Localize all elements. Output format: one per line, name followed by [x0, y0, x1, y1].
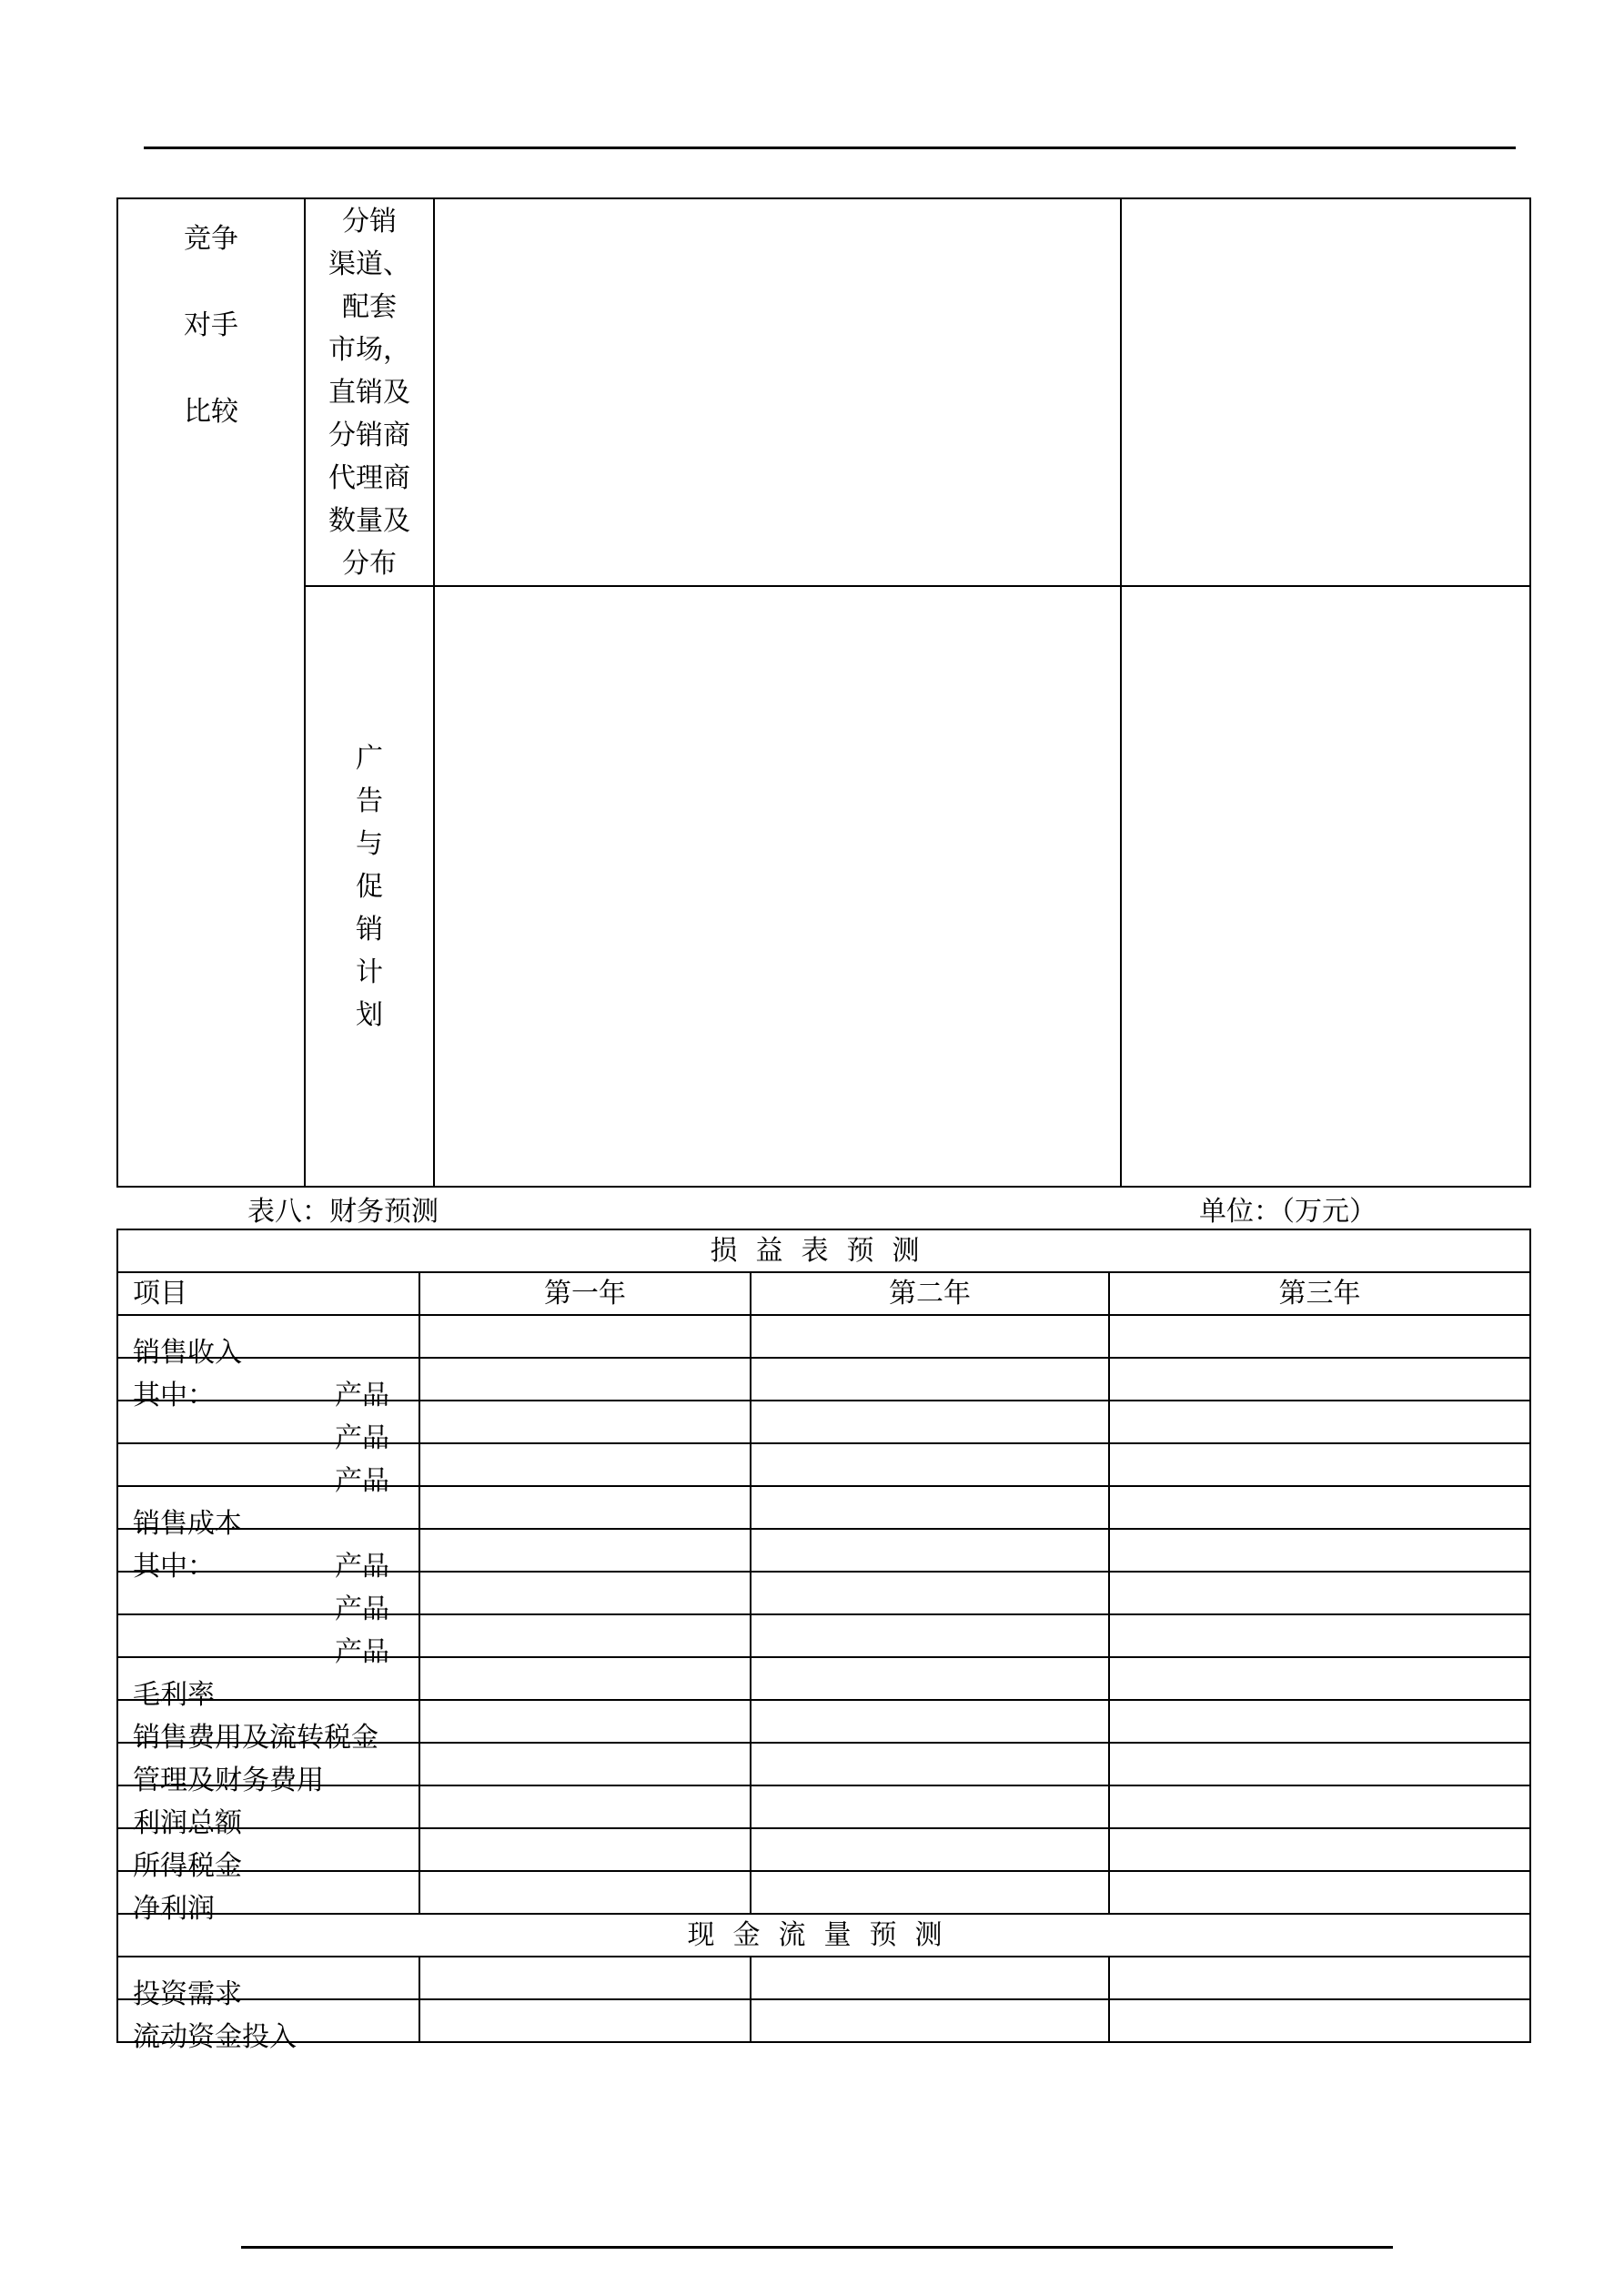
row-product-label: 产品 — [335, 1593, 389, 1625]
row-label-text: 所得税金 — [133, 1849, 242, 1882]
distribution-channel-label — [305, 198, 434, 586]
label-line: 分布 — [342, 547, 397, 580]
year3-value-cell[interactable] — [1109, 1957, 1530, 1999]
label-line: 代理商 — [328, 461, 410, 494]
row-label-text: 利润总额 — [133, 1806, 242, 1839]
row-label-text: 其中： — [133, 1550, 215, 1583]
row-label — [117, 1871, 419, 1925]
row-label — [117, 1315, 419, 1369]
row-product-label: 产品 — [335, 1421, 389, 1454]
year3-value-cell[interactable] — [1109, 1443, 1530, 1486]
year3-value-cell[interactable] — [1109, 1572, 1530, 1614]
year1-value-cell[interactable] — [419, 1529, 751, 1572]
row-label-text: 净利润 — [133, 1892, 215, 1925]
year2-value-cell[interactable] — [751, 1443, 1109, 1486]
year1-value-cell[interactable] — [419, 1657, 751, 1700]
advertising-promotion-label — [305, 586, 434, 1187]
table-row — [117, 1401, 1530, 1443]
table-row — [117, 1315, 1530, 1358]
footer-rule — [241, 2246, 1393, 2249]
year1-value-cell[interactable] — [419, 1999, 751, 2042]
advertising-competitor-cell[interactable] — [1121, 586, 1530, 1187]
year2-value-cell[interactable] — [751, 1486, 1109, 1529]
finance-unit-label: 单位：（万元） — [1199, 1196, 1377, 1228]
year1-value-cell[interactable] — [419, 1828, 751, 1871]
year1-value-cell[interactable] — [419, 1871, 751, 1914]
row-label — [117, 1443, 419, 1497]
label-line: 广 — [356, 742, 383, 774]
table-row — [117, 1358, 1530, 1401]
competitor-label-line: 对手 — [184, 308, 238, 341]
distribution-competitor-cell[interactable] — [1121, 198, 1530, 586]
label-line: 与 — [356, 827, 383, 860]
year2-value-cell[interactable] — [751, 1871, 1109, 1914]
year1-value-cell[interactable] — [419, 1315, 751, 1358]
table-row — [117, 1486, 1530, 1529]
label-line: 分销 — [342, 205, 397, 238]
distribution-own-cell[interactable] — [434, 198, 1121, 586]
year1-value-cell[interactable] — [419, 1785, 751, 1828]
table-row — [117, 1743, 1530, 1785]
header-year3: 第三年 — [1109, 1272, 1530, 1315]
year3-value-cell[interactable] — [1109, 1657, 1530, 1700]
row-label-text: 流动资金投入 — [133, 2020, 297, 2053]
row-label — [117, 1572, 419, 1625]
label-line: 渠道、 — [328, 248, 410, 280]
row-label-text: 销售费用及流转税金 — [133, 1721, 378, 1754]
label-line: 计 — [356, 956, 383, 988]
year3-value-cell[interactable] — [1109, 1315, 1530, 1358]
year1-value-cell[interactable] — [419, 1401, 751, 1443]
row-label — [117, 1486, 419, 1540]
competitor-label-line: 比较 — [184, 395, 238, 428]
year3-value-cell[interactable] — [1109, 1871, 1530, 1914]
year2-value-cell[interactable] — [751, 1572, 1109, 1614]
advertising-own-cell[interactable] — [434, 586, 1121, 1187]
header-year1: 第一年 — [419, 1272, 751, 1315]
label-line: 销 — [356, 913, 383, 946]
year1-value-cell[interactable] — [419, 1572, 751, 1614]
year1-value-cell[interactable] — [419, 1486, 751, 1529]
year1-value-cell[interactable] — [419, 1358, 751, 1401]
year3-value-cell[interactable] — [1109, 1401, 1530, 1443]
header-year2: 第二年 — [751, 1272, 1109, 1315]
table-row — [117, 1529, 1530, 1572]
table-row — [117, 1957, 1530, 1999]
table-row — [117, 1572, 1530, 1614]
row-label — [117, 1785, 419, 1839]
competitor-comparison-header — [117, 198, 305, 1187]
row-label-text: 销售收入 — [133, 1336, 242, 1369]
year2-value-cell[interactable] — [751, 1785, 1109, 1828]
year3-value-cell[interactable] — [1109, 1358, 1530, 1401]
year2-value-cell[interactable] — [751, 1614, 1109, 1657]
year2-value-cell[interactable] — [751, 1828, 1109, 1871]
table-row — [117, 1871, 1530, 1914]
label-line: 促 — [356, 870, 383, 903]
year2-value-cell[interactable] — [751, 1401, 1109, 1443]
competitor-label-line: 竞争 — [184, 222, 238, 255]
year3-value-cell[interactable] — [1109, 1486, 1530, 1529]
label-line: 划 — [356, 998, 383, 1031]
year2-value-cell[interactable] — [751, 1657, 1109, 1700]
year3-value-cell[interactable] — [1109, 1614, 1530, 1657]
year2-value-cell[interactable] — [751, 1999, 1109, 2042]
table-row — [117, 1443, 1530, 1486]
row-product-label: 产品 — [335, 1550, 389, 1583]
year3-value-cell[interactable] — [1109, 1700, 1530, 1743]
income-section-title: 损益表预测 — [117, 1229, 1530, 1272]
year2-value-cell[interactable] — [751, 1957, 1109, 1999]
year2-value-cell[interactable] — [751, 1700, 1109, 1743]
year1-value-cell[interactable] — [419, 1443, 751, 1486]
year1-value-cell[interactable] — [419, 1743, 751, 1785]
year3-value-cell[interactable] — [1109, 1999, 1530, 2042]
label-line: 市场， — [328, 333, 410, 366]
year1-value-cell[interactable] — [419, 1957, 751, 1999]
row-label-text: 投资需求 — [133, 1977, 242, 2010]
table-row — [117, 1657, 1530, 1700]
year2-value-cell[interactable] — [751, 1529, 1109, 1572]
cashflow-section-title: 现金流量预测 — [117, 1914, 1530, 1957]
year3-value-cell[interactable] — [1109, 1529, 1530, 1572]
row-label — [117, 1401, 419, 1454]
table-row — [117, 1828, 1530, 1871]
label-line: 告 — [356, 784, 383, 817]
label-line: 分销商 — [328, 419, 410, 451]
label-line: 直销及 — [328, 376, 410, 409]
header-rule — [144, 147, 1516, 149]
finance-table-caption: 表八：财务预测 — [247, 1196, 439, 1228]
row-label — [117, 1700, 419, 1754]
table-row — [117, 1614, 1530, 1657]
label-line: 配套 — [342, 290, 397, 323]
year3-value-cell[interactable] — [1109, 1828, 1530, 1871]
table-row — [117, 1700, 1530, 1743]
year2-value-cell[interactable] — [751, 1315, 1109, 1358]
table-row — [117, 1785, 1530, 1828]
row-label — [117, 1614, 419, 1668]
header-item: 项目 — [117, 1272, 419, 1315]
label-line: 数量及 — [328, 504, 410, 537]
row-label — [117, 1358, 419, 1411]
row-product-label: 产品 — [335, 1464, 389, 1497]
year1-value-cell[interactable] — [419, 1700, 751, 1743]
year3-value-cell[interactable] — [1109, 1743, 1530, 1785]
year3-value-cell[interactable] — [1109, 1785, 1530, 1828]
row-label-text: 其中： — [133, 1379, 215, 1411]
row-label-text: 管理及财务费用 — [133, 1764, 324, 1796]
row-label — [117, 1743, 419, 1796]
row-label — [117, 1828, 419, 1882]
row-label — [117, 1999, 419, 2053]
row-label — [117, 1529, 419, 1583]
row-product-label: 产品 — [335, 1635, 389, 1668]
table-row — [117, 1999, 1530, 2042]
row-label — [117, 1657, 419, 1711]
competitor-comparison-table — [116, 197, 1531, 1188]
row-label — [117, 1957, 419, 2010]
row-label-text: 销售成本 — [133, 1507, 242, 1540]
year2-value-cell[interactable] — [751, 1743, 1109, 1785]
financial-forecast-table — [116, 1229, 1531, 2053]
year2-value-cell[interactable] — [751, 1358, 1109, 1401]
row-label-text: 毛利率 — [133, 1678, 215, 1711]
row-product-label: 产品 — [335, 1379, 389, 1411]
year1-value-cell[interactable] — [419, 1614, 751, 1657]
